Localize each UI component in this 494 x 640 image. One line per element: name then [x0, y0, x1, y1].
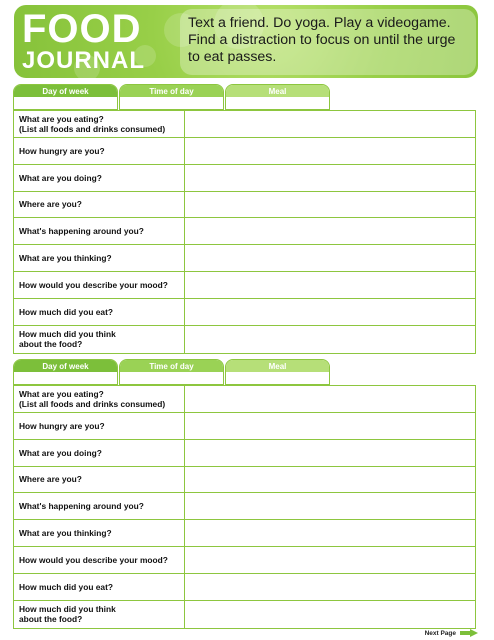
time-of-day-field[interactable]	[119, 84, 224, 110]
question-label: How would you describe your mood?	[14, 547, 185, 573]
day-of-week-label: Day of week	[14, 360, 117, 372]
question-table	[13, 110, 476, 354]
answer-field[interactable]	[185, 111, 475, 137]
logo-journal-text: JOURNAL	[22, 47, 146, 74]
table-row	[14, 386, 475, 413]
table-row	[14, 111, 475, 138]
entry-tabs	[13, 84, 476, 110]
meal-label: Meal	[226, 85, 329, 97]
time-of-day-field[interactable]	[119, 359, 224, 385]
question-label: What are you thinking?	[14, 520, 185, 546]
answer-field[interactable]	[185, 299, 475, 325]
question-label: How would you describe your mood?	[14, 272, 185, 298]
table-row	[14, 192, 475, 219]
answer-field[interactable]	[185, 547, 475, 573]
answer-field[interactable]	[185, 493, 475, 519]
answer-field[interactable]	[185, 440, 475, 466]
question-label: How hungry are you?	[14, 138, 185, 164]
table-row	[14, 138, 475, 165]
answer-field[interactable]	[185, 138, 475, 164]
meal-field[interactable]	[225, 359, 330, 385]
question-label: What are you thinking?	[14, 245, 185, 271]
question-label: How much did you eat?	[14, 299, 185, 325]
question-label: What's happening around you?	[14, 493, 185, 519]
journal-entry-section-1	[13, 84, 476, 354]
next-page-link[interactable]	[425, 629, 478, 637]
next-page-label: Next Page	[424, 629, 456, 637]
question-label: How hungry are you?	[14, 413, 185, 439]
time-of-day-label: Time of day	[120, 360, 223, 372]
table-row	[14, 601, 475, 628]
question-label: What are you doing?	[14, 440, 185, 466]
table-row	[14, 574, 475, 601]
answer-field[interactable]	[185, 520, 475, 546]
table-row	[14, 467, 475, 494]
table-row	[14, 299, 475, 326]
arrow-right-icon	[460, 629, 478, 637]
answer-field[interactable]	[185, 165, 475, 191]
table-row	[14, 272, 475, 299]
answer-field[interactable]	[185, 574, 475, 600]
answer-field[interactable]	[185, 272, 475, 298]
table-row	[14, 413, 475, 440]
question-label: What's happening around you?	[14, 218, 185, 244]
tip-box: Text a friend. Do yoga. Play a videogame. Find a distraction to focus on until the urge to eat passes.	[180, 9, 476, 75]
question-label: How much did you eat?	[14, 574, 185, 600]
table-row	[14, 245, 475, 272]
question-label: How much did you think about the food?	[14, 326, 185, 353]
table-row	[14, 440, 475, 467]
table-row	[14, 547, 475, 574]
question-label: What are you doing?	[14, 165, 185, 191]
answer-field[interactable]	[185, 245, 475, 271]
answer-field[interactable]	[185, 326, 475, 353]
answer-field[interactable]	[185, 467, 475, 493]
answer-field[interactable]	[185, 218, 475, 244]
day-of-week-field[interactable]	[13, 359, 118, 385]
meal-field[interactable]	[225, 84, 330, 110]
day-of-week-label: Day of week	[14, 85, 117, 97]
question-label: What are you eating? (List all foods and drinks consumed)	[14, 111, 185, 137]
meal-label: Meal	[226, 360, 329, 372]
answer-field[interactable]	[185, 192, 475, 218]
question-table	[13, 385, 476, 629]
time-of-day-label: Time of day	[120, 85, 223, 97]
day-of-week-field[interactable]	[13, 84, 118, 110]
table-row	[14, 218, 475, 245]
entry-tabs	[13, 359, 476, 385]
logo-food-text: FOOD	[22, 7, 142, 51]
question-label: Where are you?	[14, 192, 185, 218]
table-row	[14, 493, 475, 520]
question-label: How much did you think about the food?	[14, 601, 185, 628]
header-banner	[14, 5, 478, 78]
answer-field[interactable]	[185, 601, 475, 628]
table-row	[14, 326, 475, 353]
journal-entry-section-2	[13, 359, 476, 629]
table-row	[14, 520, 475, 547]
question-label: What are you eating? (List all foods and drinks consumed)	[14, 386, 185, 412]
answer-field[interactable]	[185, 413, 475, 439]
question-label: Where are you?	[14, 467, 185, 493]
table-row	[14, 165, 475, 192]
answer-field[interactable]	[185, 386, 475, 412]
